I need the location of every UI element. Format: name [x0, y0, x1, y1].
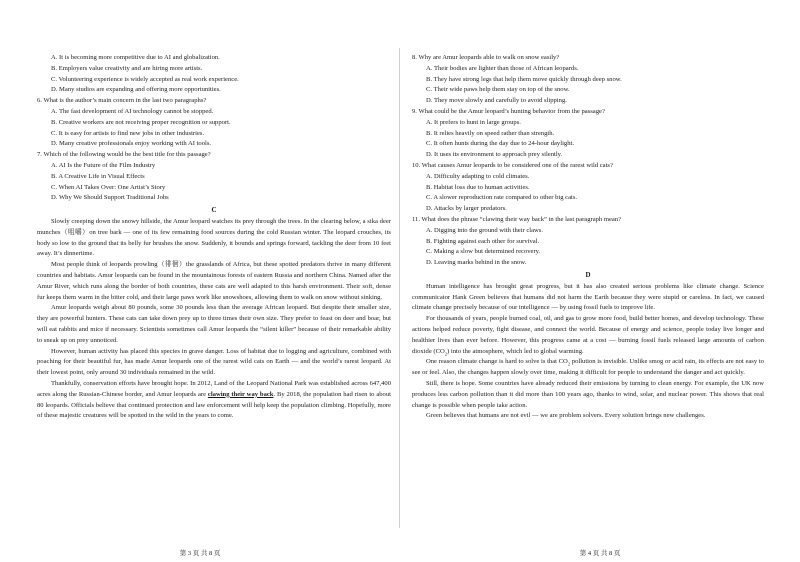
passage-c-paragraph-5	[37, 379, 391, 422]
page-4	[400, 0, 800, 562]
q5-option-c: C. Volunteering experience is widely accepted as real work experience.	[51, 75, 239, 83]
q7-option-c: C. When AI Takes Over: One Artist’s Story	[51, 183, 166, 191]
q7-option-a: A. AI Is the Future of the Film Industry	[51, 161, 156, 169]
q9-option-b: B. It relies heavily on speed rather than strength.	[426, 129, 555, 137]
q10-option-a: A. Difficulty adapting to cold climates.	[426, 172, 530, 180]
page-4-footer: 第 4 页 共 8 页	[579, 550, 621, 557]
q10-option-b: B. Habitat loss due to human activities.	[426, 183, 530, 191]
q8-option-b: B. They have strong legs that help them move quickly through deep snow.	[426, 75, 622, 83]
passage-c-paragraph-2: Most people think of leopards prowling（徘徊）the grasslands of Africa, but these spotted predators thrive in many different countries and habitats. Amur leopards can be found in the mountainous forests of eastern Russia and northern China. Named after the Amur River, which runs along the border of both countries, these cats are well adapted to this harsh environment. Their soft, dense fur keeps them warm in the bitter cold, and their large paws work like snowshoes, allowing them to walk on snow without sinking.	[37, 261, 391, 301]
passage-c-paragraph-3: Amur leopards weigh about 80 pounds, some 30 pounds less than the average African leopard. But despite their smaller size, they are powerful hunters. These cats can take down prey up to three times their own size. They prefer to feast on deer and boar, but will eat rabbits and mice if necessary. Scientists sometimes call Amur leopards the “silent killer” because of their remarkable ability to sneak up on prey unnoticed.	[37, 304, 391, 344]
q8-option-c: C. Their wide paws help them stay on top of the snow.	[426, 86, 570, 94]
q8-option-d: D. They move slowly and carefully to avoid slipping.	[426, 97, 567, 105]
q9-option-d: D. It uses its environment to approach prey silently.	[426, 151, 563, 159]
para5-text-after: . By 2018, the population had risen to about 80 leopards. Officials believe that continued protection and law enforcement will help keep the population climbing. Hopefully, more of these majestic creatures will be spotted in the wild in the years to come.	[37, 390, 391, 420]
section-c-title: C	[211, 206, 217, 215]
q10-option-c: C. A slower reproduction rate compared to other big cats.	[426, 194, 578, 202]
co2-subscript: 2	[444, 350, 448, 356]
q11-option-d: D. Leaving marks behind in the snow.	[426, 259, 527, 267]
q8-option-a: A. Their bodies are lighter than those of African leopards.	[426, 64, 579, 72]
q10-stem: 10. What causes Amur leopards to be considered one of the rarest wild cats?	[412, 161, 613, 169]
q11-option-b: B. Fighting against each other for survival.	[426, 237, 540, 245]
q9-option-c: C. It often hunts during the day due to 24-hour daylight.	[426, 140, 574, 148]
q11-option-c: C. Making a slow but determined recovery.	[426, 248, 541, 256]
q6-stem: 6. What is the author’s main concern in the last two paragraphs?	[37, 97, 207, 105]
q5-option-b: B. Employers value creativity and are hiring more artists.	[51, 64, 203, 72]
q11-option-a: A. Digging into the ground with their claws.	[426, 226, 544, 234]
q10-option-d: D. Attacks by larger predators.	[426, 205, 507, 213]
page-4-content	[412, 53, 764, 422]
passage-d-paragraph-3	[412, 357, 764, 379]
para3-text-before: One reason climate change is hard to solve is that CO	[426, 358, 568, 366]
page-3-footer: 第 3 页 共 8 页	[179, 550, 221, 557]
passage-d-paragraph-1: Human intelligence has brought great progress, but it has also created serious problems like climate change. Science communicator Hank Green believes that humans did not harm the Earth because they were stupid or careless. In fact, we caused climate change precisely because of our intelligence — by using fossil fuels to improve life.	[412, 282, 764, 312]
q7-option-d: D. Why We Should Support Traditional Jobs	[51, 194, 169, 202]
section-d-title: D	[585, 270, 591, 279]
passage-d-paragraph-4: Still, there is hope. Some countries have already reduced their emissions by turning to clean energy. For example, the UK now produces less carbon pollution than it did more than 100 years ago, thanks to wind, solar, and nuclear power. This shows that real change is possible when people take action.	[412, 379, 764, 409]
passage-c-paragraph-4: However, human activity has placed this species in grave danger. Loss of habitat due to logging and agriculture, combined with poaching for their beautiful fur, has made Amur leopards one of the rarest wild cats on Earth — and the world’s rarest leopard. At their lowest point, only around 30 individuals remained in the wild.	[37, 347, 391, 377]
q6-option-c: C. It is easy for artists to find new jobs in other industries.	[51, 129, 205, 137]
q9-option-a: A. It prefers to hunt in large groups.	[426, 118, 521, 126]
page-3-content	[37, 53, 391, 422]
passage-c-paragraph-1: Slowly creeping down the snowy hillside, the Amur leopard watches its prey through the trees. In the clearing below, a sika deer munches（咀嚼）on tree bark — one of its few remaining food sources during the cold Russian winter. The leopard crouches, its body so low to the ground that its belly fur brushes the snow. Suddenly, it bounds and springs forward, tackling the deer from 10 feet away. It’s dinnertime.	[37, 217, 391, 258]
q5-option-a: A. It is becoming more competitive due to AI and globalization.	[51, 54, 220, 61]
q5-option-d: D. Many studios are expanding and offering more opportunities.	[51, 86, 221, 94]
q8-stem: 8. Why are Amur leopards able to walk on snow easily?	[412, 54, 560, 61]
co2-subscript: 2	[567, 361, 571, 367]
passage-d-paragraph-5: Green believes that humans are not evil — we are problem solvers. Every solution brings new challenges.	[426, 412, 706, 420]
para3-text-after: pollution is invisible. Unlike smog or acid rain, its effects are not easy to see or feel. Also, the changes happen slowly over time, making it difficult for people to understand the danger and act quickly.	[412, 358, 764, 377]
para5-text-before: Thankfully, conservation efforts have brought hope. In 2012, Land of the Leopard National Park was established across 647,400 acres along the Russian-Chinese border, and Amur leopards are	[37, 379, 391, 398]
para2-text-after: ) into the atmosphere, which led to global warming.	[447, 347, 584, 355]
q7-option-b: B. A Creative Life in Visual Effects	[51, 172, 145, 180]
highlighted-phrase: clawing their way back	[207, 390, 274, 398]
q6-option-d: D. Many creative professionals enjoy working with AI tools.	[51, 140, 212, 148]
passage-d-paragraph-2	[412, 314, 764, 357]
q6-option-b: B. Creative workers are not receiving proper recognition or support.	[51, 118, 231, 126]
q9-stem: 9. What could be the Amur leopard’s hunting behavior from the passage?	[412, 107, 605, 115]
para2-text-before: For thousands of years, people burned coal, oil, and gas to grow more food, build better homes, and develop technology. These actions helped reduce poverty, fight disease, and connect the world. Because of energy and science, people today live longer and healthier lives than ever before. However, this progress came at a cost — burning fossil fuels released large amounts of carbon dioxide (CO	[412, 315, 764, 355]
q7-stem: 7. Which of the following would be the best title for this passage?	[37, 151, 211, 159]
q6-option-a: A. The fast development of AI technology cannot be stopped.	[51, 107, 214, 115]
q11-stem: 11. What does the phrase “clawing their way back” in the last paragraph mean?	[412, 215, 622, 223]
